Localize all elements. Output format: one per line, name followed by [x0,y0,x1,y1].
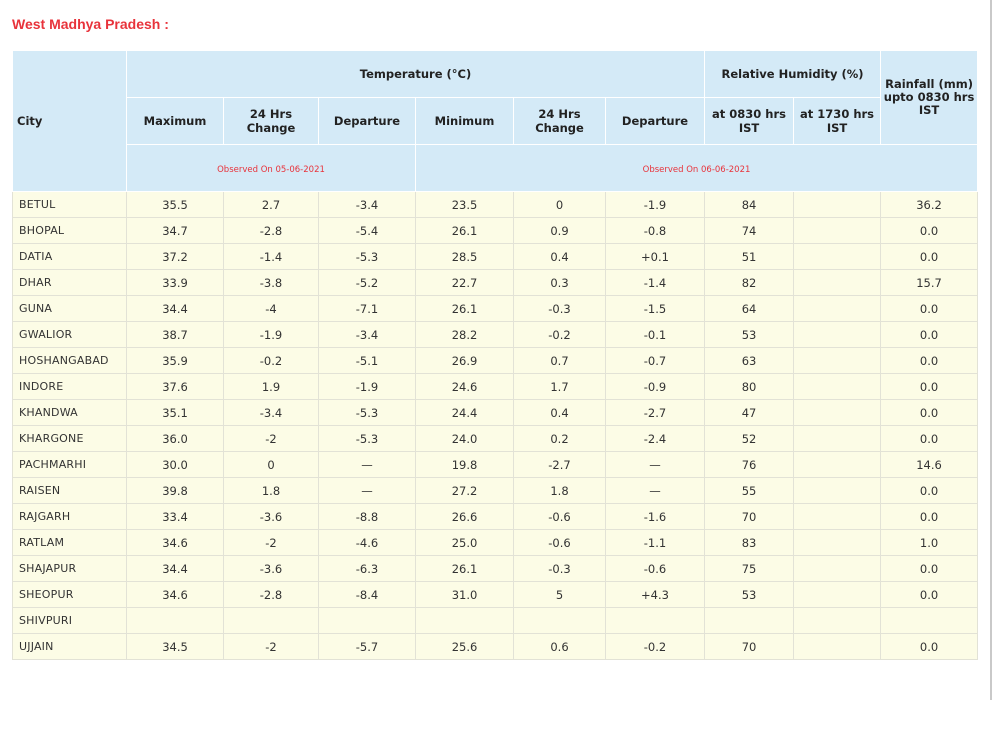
cell-departure-max: -8.4 [319,582,416,608]
cell-city: SHEOPUR [13,582,127,608]
cell-rh-1730 [794,452,881,478]
cell-departure-max: -5.2 [319,270,416,296]
header-rh-0830: at 0830 hrs IST [705,98,794,145]
cell-departure-max: -3.4 [319,322,416,348]
cell-change-max: -2 [224,530,319,556]
cell-change-min: -0.6 [514,530,606,556]
cell-rainfall: 0.0 [881,556,978,582]
table-row [13,530,978,556]
cell-minimum: 28.5 [416,244,514,270]
cell-rh-1730 [794,530,881,556]
cell-departure-min: -1.1 [606,530,705,556]
cell-minimum: 31.0 [416,582,514,608]
cell-minimum: 26.1 [416,556,514,582]
header-rh-1730: at 1730 hrs IST [794,98,881,145]
table-row [13,296,978,322]
table-row [13,608,978,634]
cell-departure-max: -5.3 [319,426,416,452]
cell-change-min: 0.6 [514,634,606,660]
cell-departure-max: -5.4 [319,218,416,244]
cell-change-max: -2.8 [224,582,319,608]
cell-change-max: 0 [224,452,319,478]
cell-change-max: -2 [224,426,319,452]
cell-departure-min: -2.4 [606,426,705,452]
cell-rh-0830: 80 [705,374,794,400]
cell-rainfall: 0.0 [881,218,978,244]
cell-departure-min: -2.7 [606,400,705,426]
cell-city: DATIA [13,244,127,270]
cell-departure-max: -6.3 [319,556,416,582]
cell-rainfall: 14.6 [881,452,978,478]
cell-rainfall: 0.0 [881,348,978,374]
cell-rh-1730 [794,608,881,634]
cell-change-min: 0 [514,192,606,218]
cell-rainfall: 0.0 [881,478,978,504]
cell-rh-0830: 74 [705,218,794,244]
cell-rh-0830: 83 [705,530,794,556]
cell-rainfall [881,608,978,634]
table-row [13,634,978,660]
weather-table [12,50,978,660]
cell-departure-min: -0.9 [606,374,705,400]
cell-departure-max: -3.4 [319,192,416,218]
cell-change-min: 0.2 [514,426,606,452]
cell-rh-0830: 52 [705,426,794,452]
cell-rh-0830: 53 [705,322,794,348]
cell-rainfall: 36.2 [881,192,978,218]
cell-rh-0830: 63 [705,348,794,374]
cell-change-min: 1.7 [514,374,606,400]
cell-departure-min: +0.1 [606,244,705,270]
cell-rainfall: 0.0 [881,634,978,660]
scrollbar-edge [990,0,992,700]
cell-departure-min: -0.2 [606,634,705,660]
cell-maximum: 34.4 [127,296,224,322]
cell-city: PACHMARHI [13,452,127,478]
cell-maximum: 36.0 [127,426,224,452]
cell-minimum: 23.5 [416,192,514,218]
cell-maximum: 34.7 [127,218,224,244]
observed-max-label: Observed On 05-06-2021 [217,165,325,175]
header-departure-min: Departure [606,98,705,145]
cell-departure-min: -0.1 [606,322,705,348]
cell-departure-min: -1.4 [606,270,705,296]
cell-departure-max: -5.3 [319,244,416,270]
cell-rh-1730 [794,244,881,270]
header-temperature: Temperature (°C) [127,51,705,98]
cell-city: RAJGARH [13,504,127,530]
cell-maximum: 39.8 [127,478,224,504]
cell-change-max: 1.9 [224,374,319,400]
cell-change-min: 0.7 [514,348,606,374]
cell-rainfall: 0.0 [881,400,978,426]
cell-change-max: -3.8 [224,270,319,296]
cell-change-max: -2 [224,634,319,660]
cell-departure-max: -1.9 [319,374,416,400]
cell-rh-1730 [794,582,881,608]
cell-rh-0830: 75 [705,556,794,582]
cell-departure-max: — [319,452,416,478]
cell-rh-1730 [794,504,881,530]
cell-change-min: 5 [514,582,606,608]
cell-departure-max: — [319,478,416,504]
cell-change-max [224,608,319,634]
cell-city: RATLAM [13,530,127,556]
cell-maximum: 35.5 [127,192,224,218]
cell-minimum: 19.8 [416,452,514,478]
table-row [13,478,978,504]
cell-minimum: 24.6 [416,374,514,400]
cell-change-min: -2.7 [514,452,606,478]
cell-change-max: -1.9 [224,322,319,348]
table-row [13,270,978,296]
cell-departure-min: -1.9 [606,192,705,218]
table-row [13,322,978,348]
cell-change-min: 1.8 [514,478,606,504]
table-body [13,192,978,660]
cell-maximum: 34.5 [127,634,224,660]
cell-change-min [514,608,606,634]
cell-minimum: 25.0 [416,530,514,556]
cell-maximum: 34.4 [127,556,224,582]
cell-rh-1730 [794,218,881,244]
cell-maximum: 33.9 [127,270,224,296]
cell-departure-min: -0.7 [606,348,705,374]
cell-rh-1730 [794,400,881,426]
cell-minimum: 26.6 [416,504,514,530]
cell-change-max: 2.7 [224,192,319,218]
cell-rh-1730 [794,322,881,348]
table-row [13,192,978,218]
cell-change-max: -0.2 [224,348,319,374]
cell-rh-1730 [794,192,881,218]
cell-change-min: 0.9 [514,218,606,244]
cell-city: KHARGONE [13,426,127,452]
cell-departure-min [606,608,705,634]
cell-city: DHAR [13,270,127,296]
cell-departure-max: -8.8 [319,504,416,530]
cell-maximum [127,608,224,634]
cell-maximum: 33.4 [127,504,224,530]
cell-departure-min: -0.8 [606,218,705,244]
cell-change-min: -0.6 [514,504,606,530]
cell-city: INDORE [13,374,127,400]
cell-rainfall: 0.0 [881,296,978,322]
cell-rainfall: 1.0 [881,530,978,556]
header-change-max: 24 Hrs Change [224,98,319,145]
cell-departure-max: -5.7 [319,634,416,660]
cell-rh-0830: 82 [705,270,794,296]
cell-city: KHANDWA [13,400,127,426]
cell-rainfall: 0.0 [881,426,978,452]
cell-rh-1730 [794,478,881,504]
cell-change-max: -1.4 [224,244,319,270]
table-row [13,218,978,244]
table-row [13,504,978,530]
cell-city: HOSHANGABAD [13,348,127,374]
cell-change-max: -4 [224,296,319,322]
cell-maximum: 38.7 [127,322,224,348]
cell-minimum [416,608,514,634]
cell-departure-min: -0.6 [606,556,705,582]
cell-minimum: 28.2 [416,322,514,348]
cell-departure-max: -5.1 [319,348,416,374]
cell-departure-min: -1.6 [606,504,705,530]
observed-min-label: Observed On 06-06-2021 [642,165,751,175]
cell-minimum: 24.4 [416,400,514,426]
table-row [13,426,978,452]
cell-change-min: -0.3 [514,556,606,582]
cell-minimum: 26.1 [416,218,514,244]
cell-rh-0830: 70 [705,504,794,530]
cell-change-min: -0.3 [514,296,606,322]
cell-rainfall: 0.0 [881,504,978,530]
cell-change-min: 0.3 [514,270,606,296]
header-city: City [13,51,127,192]
cell-rh-0830: 70 [705,634,794,660]
cell-rainfall: 0.0 [881,322,978,348]
cell-rh-0830: 47 [705,400,794,426]
cell-city: UJJAIN [13,634,127,660]
cell-rainfall: 0.0 [881,582,978,608]
cell-rh-0830: 51 [705,244,794,270]
table-row [13,556,978,582]
cell-rh-1730 [794,556,881,582]
cell-change-min: 0.4 [514,244,606,270]
cell-maximum: 37.2 [127,244,224,270]
cell-rh-1730 [794,634,881,660]
cell-rh-1730 [794,296,881,322]
cell-departure-min: — [606,478,705,504]
cell-minimum: 26.9 [416,348,514,374]
cell-city: SHAJAPUR [13,556,127,582]
cell-rh-0830: 84 [705,192,794,218]
cell-minimum: 25.6 [416,634,514,660]
header-departure-max: Departure [319,98,416,145]
cell-maximum: 30.0 [127,452,224,478]
cell-change-max: -2.8 [224,218,319,244]
cell-departure-max: -7.1 [319,296,416,322]
cell-minimum: 22.7 [416,270,514,296]
table-row [13,582,978,608]
cell-rh-1730 [794,374,881,400]
cell-city: RAISEN [13,478,127,504]
cell-city: SHIVPURI [13,608,127,634]
cell-rh-0830: 55 [705,478,794,504]
cell-change-max: -3.6 [224,504,319,530]
cell-change-max: -3.4 [224,400,319,426]
table-row [13,348,978,374]
cell-maximum: 35.9 [127,348,224,374]
cell-city: BHOPAL [13,218,127,244]
cell-departure-min: -1.5 [606,296,705,322]
cell-departure-min: +4.3 [606,582,705,608]
region-title: West Madhya Pradesh : [12,16,169,32]
cell-minimum: 26.1 [416,296,514,322]
cell-change-max: 1.8 [224,478,319,504]
cell-rainfall: 0.0 [881,244,978,270]
cell-city: GWALIOR [13,322,127,348]
cell-change-max: -3.6 [224,556,319,582]
cell-maximum: 34.6 [127,582,224,608]
header-humidity: Relative Humidity (%) [705,51,881,98]
cell-rh-1730 [794,348,881,374]
cell-rh-1730 [794,270,881,296]
cell-departure-max [319,608,416,634]
cell-rainfall: 0.0 [881,374,978,400]
observed-min-date [416,145,978,192]
cell-maximum: 34.6 [127,530,224,556]
cell-departure-max: -4.6 [319,530,416,556]
header-minimum: Minimum [416,98,514,145]
header-change-min: 24 Hrs Change [514,98,606,145]
cell-rh-0830: 53 [705,582,794,608]
cell-rh-0830: 76 [705,452,794,478]
header-maximum: Maximum [127,98,224,145]
cell-minimum: 24.0 [416,426,514,452]
table-row [13,400,978,426]
header-rainfall: Rainfall (mm) upto 0830 hrs IST [881,51,978,145]
cell-rh-1730 [794,426,881,452]
cell-change-min: -0.2 [514,322,606,348]
cell-maximum: 37.6 [127,374,224,400]
cell-rainfall: 15.7 [881,270,978,296]
cell-city: GUNA [13,296,127,322]
table-row [13,452,978,478]
table-row [13,374,978,400]
cell-departure-min: — [606,452,705,478]
observed-max-date [127,145,416,192]
cell-minimum: 27.2 [416,478,514,504]
cell-city: BETUL [13,192,127,218]
cell-maximum: 35.1 [127,400,224,426]
table-row [13,244,978,270]
cell-change-min: 0.4 [514,400,606,426]
cell-departure-max: -5.3 [319,400,416,426]
cell-rh-0830 [705,608,794,634]
cell-rh-0830: 64 [705,296,794,322]
